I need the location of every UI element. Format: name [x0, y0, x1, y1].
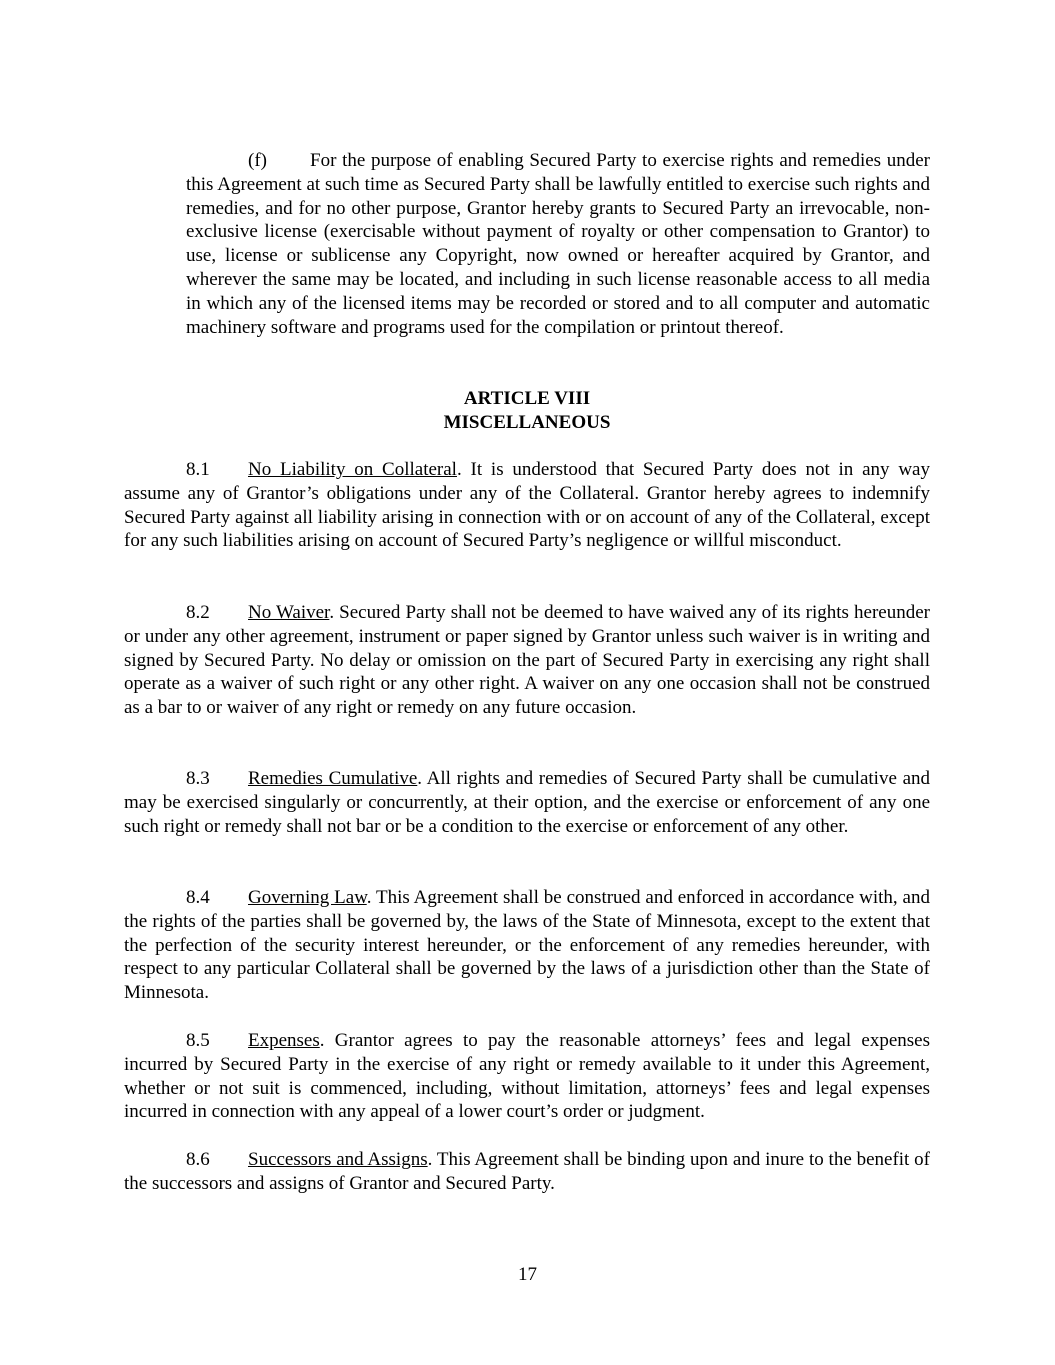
- section-heading: Governing Law: [248, 887, 367, 908]
- section-8-4-paragraph: [124, 886, 930, 1005]
- section-heading: Expenses: [248, 1030, 320, 1051]
- article-title: MISCELLANEOUS: [443, 411, 611, 433]
- section-8-3-paragraph: [124, 767, 930, 838]
- section-number: 8.3: [186, 768, 210, 789]
- section-number: 8.1: [186, 459, 210, 480]
- section-f-paragraph: [186, 149, 930, 339]
- section-heading: Remedies Cumulative: [248, 768, 418, 789]
- section-text: . It is understood that Secured Party does not in any way assume any of Grantor’s obligations under any of the Collateral. Grantor hereby agrees to indemnify Secured Party against all liability arising in connection with or on account of any of the Collateral, except for any such liabilities arising on account of Secured Party’s negligence or willful misconduct.: [124, 459, 930, 552]
- section-number: 8.2: [186, 602, 210, 623]
- section-8-1-paragraph: [124, 458, 930, 553]
- section-heading: No Liability on Collateral: [248, 459, 457, 480]
- section-8-6-paragraph: [124, 1148, 930, 1196]
- section-f-number: (f): [248, 150, 267, 171]
- section-text: . Grantor agrees to pay the reasonable attorneys’ fees and legal expenses incurred by Secured Party in the exercise of any right or remedy available to it under this Agreement, whether or not suit is commenced, including, without limitation, attorneys’ fees and legal expenses incurred in connection with any appeal of a lower court’s order or judgment.: [124, 1030, 930, 1123]
- section-number: 8.4: [186, 887, 210, 908]
- section-text: . This Agreement shall be binding upon and inure to the benefit of the successors and assigns of Grantor and Secured Party.: [124, 1149, 930, 1194]
- section-heading: Successors and Assigns: [248, 1149, 428, 1170]
- section-f-text: For the purpose of enabling Secured Party to exercise rights and remedies under this Agreement at such time as Secured Party shall be lawfully entitled to exercise such rights and remedies, and for no other purpose, Grantor hereby grants to Secured Party an irrevocable, non-exclusive license (exercisable without payment of royalty or other compensation to Grantor) to use, license or sublicense any Copyright, now owned or hereafter acquired by Grantor, and wherever the same may be located, and including in such license reasonable access to all media in which any of the licensed items may be recorded or stored and to all computer and automatic machinery software and programs used for the compilation or printout thereof.: [186, 150, 930, 338]
- section-8-2-paragraph: [124, 601, 930, 720]
- section-text: . Secured Party shall not be deemed to have waived any of its rights hereunder or under any other agreement, instrument or paper signed by Grantor unless such waiver is in writing and signed by Secured Party. No delay or omission on the part of Secured Party in exercising any right shall operate as a waiver of such right or any other right. A waiver on any one occasion shall not be construed as a bar to or waiver of any right or remedy on any future occasion.: [124, 602, 930, 719]
- section-8-5-paragraph: [124, 1029, 930, 1124]
- article-heading: [124, 387, 930, 435]
- section-text: . This Agreement shall be construed and enforced in accordance with, and the rights of the parties shall be governed by, the laws of the State of Minnesota, except to the extent that the perfection of the security interest hereunder, or the enforcement of any remedies hereunder, with respect to any particular Collateral shall be governed by the laws of a jurisdiction other than the State of Minnesota.: [124, 887, 930, 1004]
- section-text: . All rights and remedies of Secured Party shall be cumulative and may be exercised singularly or concurrently, at their option, and the exercise or enforcement of any one such right or remedy shall not bar or be a condition to the exercise or enforcement of any other.: [124, 768, 931, 837]
- page-number: 17: [518, 1264, 537, 1285]
- section-number: 8.5: [186, 1030, 210, 1051]
- article-number: ARTICLE VIII: [463, 388, 591, 409]
- section-heading: No Waiver: [248, 602, 330, 623]
- section-number: 8.6: [186, 1149, 210, 1170]
